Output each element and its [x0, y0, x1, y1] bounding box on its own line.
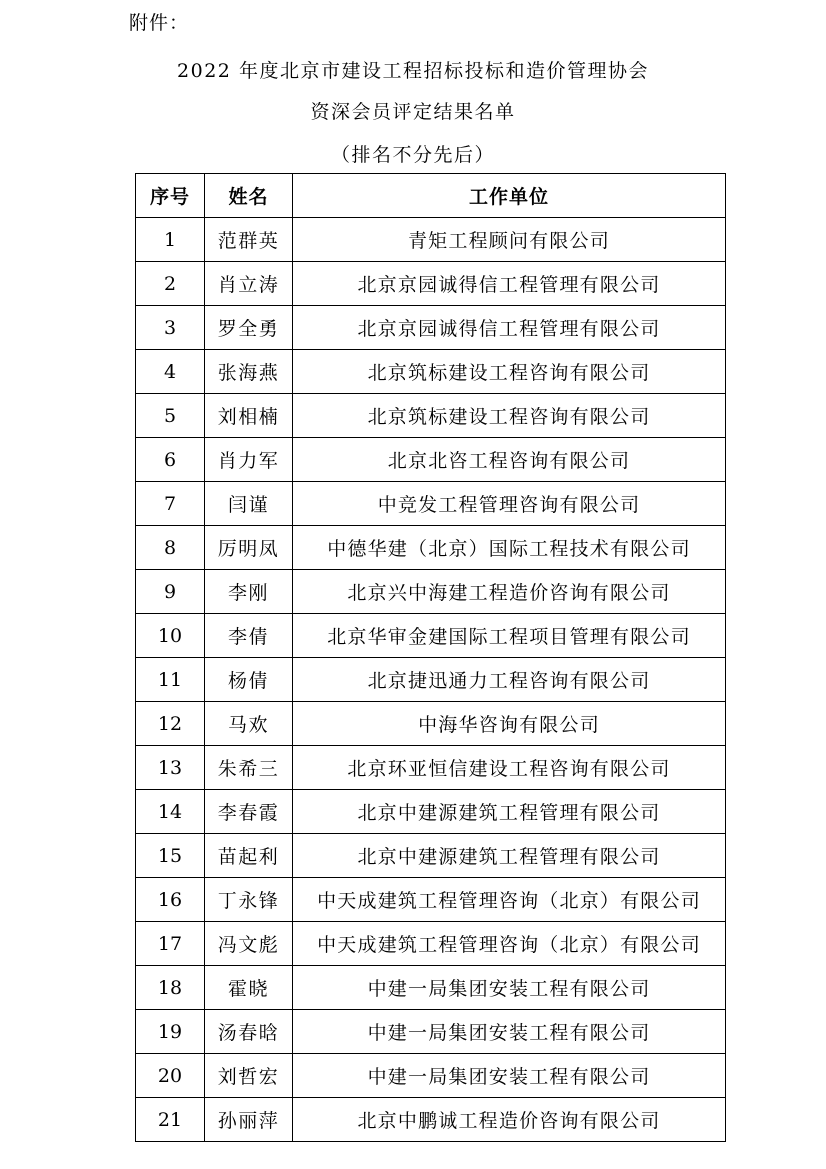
member-name-cell: 李刚 — [205, 570, 293, 614]
column-header-organization: 工作单位 — [293, 174, 726, 218]
organization-cell: 中建一局集团安装工程有限公司 — [293, 1010, 726, 1054]
row-index-cell: 8 — [136, 526, 205, 570]
table-row — [136, 1010, 726, 1054]
member-name-cell: 霍晓 — [205, 966, 293, 1010]
row-index-cell: 16 — [136, 878, 205, 922]
table-row — [136, 1054, 726, 1098]
row-index-cell: 9 — [136, 570, 205, 614]
member-name-cell: 朱希三 — [205, 746, 293, 790]
document-subtitle: （排名不分先后） — [330, 144, 495, 166]
row-index-cell: 17 — [136, 922, 205, 966]
row-index-cell: 13 — [136, 746, 205, 790]
member-name-cell: 李春霞 — [205, 790, 293, 834]
attachment-label: 附件： — [129, 12, 190, 34]
table-row — [136, 306, 726, 350]
table-header-row — [136, 174, 726, 218]
row-index-cell: 21 — [136, 1098, 205, 1142]
organization-cell: 北京环亚恒信建设工程咨询有限公司 — [293, 746, 726, 790]
table-row — [136, 614, 726, 658]
member-name-cell: 罗全勇 — [205, 306, 293, 350]
member-name-cell: 孙丽萍 — [205, 1098, 293, 1142]
row-index-cell: 4 — [136, 350, 205, 394]
organization-cell: 北京中建源建筑工程管理有限公司 — [293, 790, 726, 834]
organization-cell: 北京捷迅通力工程咨询有限公司 — [293, 658, 726, 702]
member-name-cell: 肖立涛 — [205, 262, 293, 306]
table-row — [136, 790, 726, 834]
table-row — [136, 526, 726, 570]
row-index-cell: 10 — [136, 614, 205, 658]
organization-cell: 青矩工程顾问有限公司 — [293, 218, 726, 262]
table-row — [136, 878, 726, 922]
row-index-cell: 1 — [136, 218, 205, 262]
document-title-line-1: 2022 年度北京市建设工程招标投标和造价管理协会 — [177, 60, 649, 82]
member-name-cell: 冯文彪 — [205, 922, 293, 966]
organization-cell: 中建一局集团安装工程有限公司 — [293, 966, 726, 1010]
organization-cell: 中建一局集团安装工程有限公司 — [293, 1054, 726, 1098]
row-index-cell: 3 — [136, 306, 205, 350]
row-index-cell: 7 — [136, 482, 205, 526]
table-row — [136, 702, 726, 746]
member-name-cell: 刘相楠 — [205, 394, 293, 438]
member-list-table — [135, 173, 726, 1142]
table-row — [136, 350, 726, 394]
table-row — [136, 658, 726, 702]
row-index-cell: 6 — [136, 438, 205, 482]
organization-cell: 中竞发工程管理咨询有限公司 — [293, 482, 726, 526]
row-index-cell: 18 — [136, 966, 205, 1010]
table-row — [136, 1098, 726, 1142]
organization-cell: 北京中鹏诚工程造价咨询有限公司 — [293, 1098, 726, 1142]
column-header-index: 序号 — [136, 174, 205, 218]
organization-cell: 北京兴中海建工程造价咨询有限公司 — [293, 570, 726, 614]
member-name-cell: 范群英 — [205, 218, 293, 262]
organization-cell: 北京华审金建国际工程项目管理有限公司 — [293, 614, 726, 658]
organization-cell: 北京京园诚得信工程管理有限公司 — [293, 306, 726, 350]
organization-cell: 北京京园诚得信工程管理有限公司 — [293, 262, 726, 306]
member-name-cell: 刘哲宏 — [205, 1054, 293, 1098]
member-name-cell: 苗起利 — [205, 834, 293, 878]
row-index-cell: 15 — [136, 834, 205, 878]
table-row — [136, 746, 726, 790]
member-name-cell: 汤春晗 — [205, 1010, 293, 1054]
organization-cell: 北京中建源建筑工程管理有限公司 — [293, 834, 726, 878]
organization-cell: 中海华咨询有限公司 — [293, 702, 726, 746]
document-title-line-2: 资深会员评定结果名单 — [310, 101, 516, 123]
organization-cell: 中天成建筑工程管理咨询（北京）有限公司 — [293, 922, 726, 966]
member-name-cell: 肖力军 — [205, 438, 293, 482]
table-row — [136, 966, 726, 1010]
member-name-cell: 马欢 — [205, 702, 293, 746]
row-index-cell: 20 — [136, 1054, 205, 1098]
row-index-cell: 11 — [136, 658, 205, 702]
table-row — [136, 438, 726, 482]
table-row — [136, 218, 726, 262]
row-index-cell: 14 — [136, 790, 205, 834]
column-header-name: 姓名 — [205, 174, 293, 218]
row-index-cell: 19 — [136, 1010, 205, 1054]
member-name-cell: 厉明凤 — [205, 526, 293, 570]
organization-cell: 北京筑标建设工程咨询有限公司 — [293, 394, 726, 438]
organization-cell: 北京筑标建设工程咨询有限公司 — [293, 350, 726, 394]
table-body — [136, 218, 726, 1142]
member-name-cell: 闫谨 — [205, 482, 293, 526]
table-row — [136, 262, 726, 306]
table-row — [136, 482, 726, 526]
member-name-cell: 杨倩 — [205, 658, 293, 702]
table-row — [136, 834, 726, 878]
table-row — [136, 394, 726, 438]
organization-cell: 北京北咨工程咨询有限公司 — [293, 438, 726, 482]
member-name-cell: 张海燕 — [205, 350, 293, 394]
organization-cell: 中天成建筑工程管理咨询（北京）有限公司 — [293, 878, 726, 922]
row-index-cell: 2 — [136, 262, 205, 306]
organization-cell: 中德华建（北京）国际工程技术有限公司 — [293, 526, 726, 570]
row-index-cell: 5 — [136, 394, 205, 438]
table-row — [136, 570, 726, 614]
table-row — [136, 922, 726, 966]
member-name-cell: 李倩 — [205, 614, 293, 658]
row-index-cell: 12 — [136, 702, 205, 746]
member-name-cell: 丁永锋 — [205, 878, 293, 922]
